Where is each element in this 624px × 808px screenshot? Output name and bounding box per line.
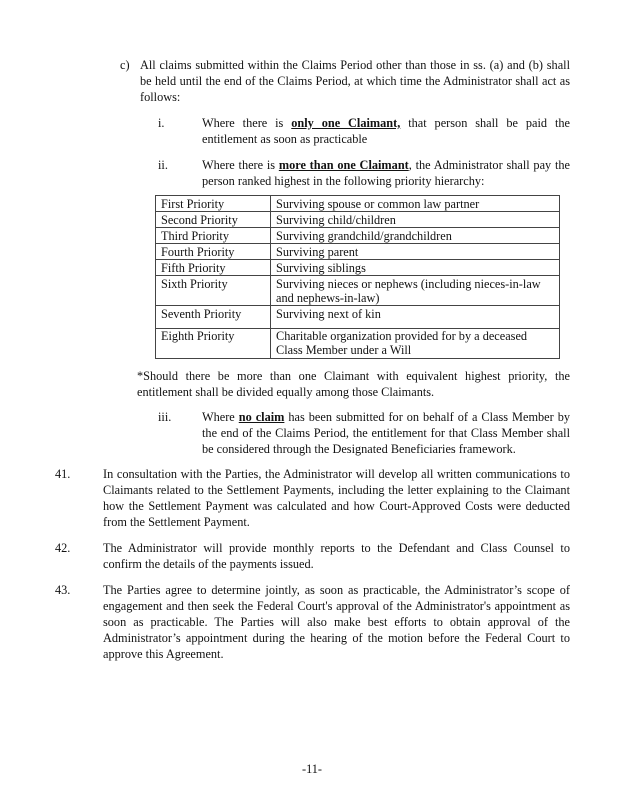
paragraph-43-text: The Parties agree to determine jointly, as soon as practicable, the Administrator’s scope of engagement and then seek the Federal Court's approval of the Administrator's appointment as soon as practicable. The Parties will also make best efforts to obtain approval of the Administrator’s appointment during the hearing of the motion before the Federal Court to approve this Agreement. — [103, 582, 570, 661]
priority-rank: Second Priority — [156, 212, 271, 228]
priority-rank: Fifth Priority — [156, 260, 271, 276]
paragraph-41-number: 41. — [55, 466, 71, 481]
paragraph-42-number: 42. — [55, 540, 71, 555]
paragraph-42 — [55, 540, 570, 572]
table-row — [156, 306, 560, 329]
list-item-i-pre: Where there is — [202, 116, 292, 130]
priority-beneficiary: Surviving child/children — [271, 212, 560, 228]
priority-rank: Sixth Priority — [156, 276, 271, 306]
list-item-iii-text — [202, 409, 570, 457]
priority-beneficiary: Surviving grandchild/grandchildren — [271, 228, 560, 244]
list-item-iii — [158, 409, 570, 457]
table-row — [156, 260, 560, 276]
list-item-i-emphasis: only one Claimant, — [291, 116, 401, 130]
paragraph-43 — [55, 582, 570, 662]
priority-rank: Seventh Priority — [156, 306, 271, 329]
list-item-iii-emphasis: no claim — [238, 409, 285, 424]
priority-table — [155, 195, 560, 359]
table-row — [156, 328, 560, 358]
clause-c — [120, 57, 570, 105]
list-item-i-text — [202, 115, 570, 147]
list-item-i — [158, 115, 570, 147]
priority-beneficiary: Surviving next of kin — [271, 306, 560, 329]
priority-rank: First Priority — [156, 196, 271, 212]
priority-beneficiary: Charitable organization provided for by a deceased Class Member under a Will — [271, 328, 560, 358]
priority-beneficiary: Surviving nieces or nephews (including nieces-in-law and nephews-in-law) — [271, 276, 560, 306]
paragraph-41-text: In consultation with the Parties, the Administrator will develop all written communications to Claimants related to the Settlement Payments, including the letter explaining to the Claimant how the Settlement Payment was calculated and how Court-Approved Costs were deducted from the Settlement Payment. — [103, 466, 570, 529]
table-row — [156, 276, 560, 306]
clause-c-text: All claims submitted within the Claims Period other than those in ss. (a) and (b) shall be held until the end of the Claims Period, at which time the Administrator shall act as follows: — [140, 58, 570, 104]
priority-rank: Eighth Priority — [156, 328, 271, 358]
priority-beneficiary: Surviving spouse or common law partner — [271, 196, 560, 212]
priority-beneficiary: Surviving parent — [271, 244, 560, 260]
priority-beneficiary: Surviving siblings — [271, 260, 560, 276]
priority-table-wrap — [155, 195, 570, 359]
list-item-ii-pre: Where there is — [202, 158, 279, 172]
priority-rank: Third Priority — [156, 228, 271, 244]
page-number: -11- — [301, 762, 323, 776]
paragraph-42-text: The Administrator will provide monthly reports to the Defendant and Class Counsel to confirm the details of the payments issued. — [103, 540, 570, 571]
table-row — [156, 228, 560, 244]
table-row — [156, 244, 560, 260]
list-item-ii-marker: ii. — [158, 158, 168, 172]
list-item-i-marker: i. — [158, 116, 165, 130]
list-item-ii — [158, 157, 570, 189]
clause-c-marker: c) — [120, 58, 130, 72]
paragraph-43-number: 43. — [55, 582, 71, 597]
table-row — [156, 196, 560, 212]
table-footnote: *Should there be more than one Claimant with equivalent highest priority, the entitlement shall be divided equally among those Claimants. — [137, 368, 570, 399]
list-item-ii-text — [202, 157, 570, 189]
list-item-ii-post: , the Administrator shall pay the person ranked highest in the following priority hierarchy: — [202, 158, 570, 188]
priority-rank: Fourth Priority — [156, 244, 271, 260]
paragraph-41 — [55, 466, 570, 530]
list-item-iii-pre: Where — [202, 409, 239, 424]
list-item-ii-emphasis: more than one Claimant — [278, 158, 409, 172]
list-item-iii-post: has been submitted for on behalf of a Class Member by the end of the Claims Period, the entitlement for that Class Member shall be considered through the Designated Beneficiaries framework. — [202, 409, 570, 456]
list-item-i-post: that person shall be paid the entitlement as soon as practicable — [202, 116, 570, 146]
list-item-iii-marker: iii. — [158, 409, 172, 424]
table-row — [156, 212, 560, 228]
